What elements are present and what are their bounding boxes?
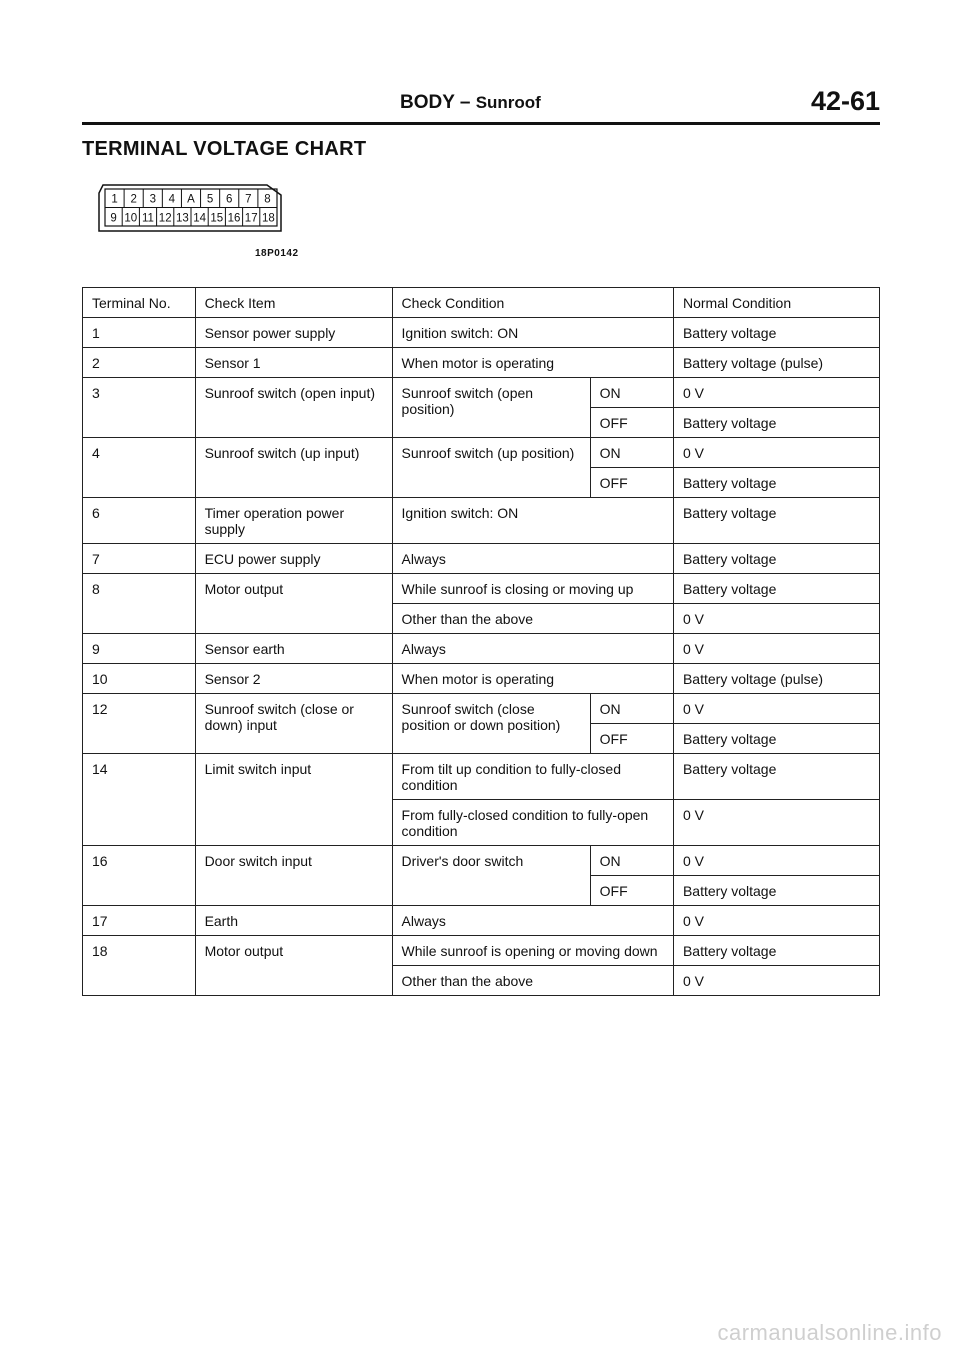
table-row bbox=[83, 378, 880, 408]
table-row bbox=[83, 438, 880, 468]
terminal-no: 4 bbox=[83, 438, 196, 498]
pin-label: 1 bbox=[111, 193, 118, 206]
column-header: Check Item bbox=[195, 288, 392, 318]
pin-label: 6 bbox=[226, 193, 233, 206]
check-item: Motor output bbox=[195, 936, 392, 996]
pin-label: 11 bbox=[142, 212, 154, 225]
pin-label: 18 bbox=[262, 212, 275, 225]
column-header: Normal Condition bbox=[673, 288, 879, 318]
check-condition: Always bbox=[392, 544, 673, 574]
pin-label: 8 bbox=[264, 193, 271, 206]
table-row bbox=[83, 906, 880, 936]
pin-label: 15 bbox=[210, 212, 224, 225]
normal-condition: 0 V bbox=[673, 634, 879, 664]
table-row bbox=[83, 544, 880, 574]
terminal-voltage-table bbox=[82, 287, 880, 996]
terminal-no: 9 bbox=[83, 634, 196, 664]
pin-label: 16 bbox=[227, 212, 241, 225]
check-item: Sensor power supply bbox=[195, 318, 392, 348]
check-condition: Always bbox=[392, 634, 673, 664]
table-row bbox=[83, 936, 880, 966]
check-item: Timer operation power supply bbox=[195, 498, 392, 544]
check-condition: Ignition switch: ON bbox=[392, 498, 673, 544]
pin-label: 3 bbox=[149, 193, 156, 206]
normal-condition: Battery voltage bbox=[673, 468, 879, 498]
normal-condition: 0 V bbox=[673, 604, 879, 634]
pin-label: 7 bbox=[245, 193, 252, 206]
normal-condition: Battery voltage (pulse) bbox=[673, 664, 879, 694]
normal-condition: Battery voltage bbox=[673, 544, 879, 574]
check-item: ECU power supply bbox=[195, 544, 392, 574]
check-condition: Sunroof switch (close position or down position) bbox=[392, 694, 590, 754]
terminal-no: 16 bbox=[83, 846, 196, 906]
switch-state: OFF bbox=[590, 876, 673, 906]
check-item: Door switch input bbox=[195, 846, 392, 906]
table-row bbox=[83, 846, 880, 876]
check-item: Sunroof switch (close or down) input bbox=[195, 694, 392, 754]
table-row bbox=[83, 754, 880, 800]
check-condition: Driver's door switch bbox=[392, 846, 590, 906]
switch-state: ON bbox=[590, 438, 673, 468]
check-item: Sensor 1 bbox=[195, 348, 392, 378]
pin-label: 17 bbox=[244, 212, 258, 225]
section-name: BODY – bbox=[400, 92, 476, 113]
table-row bbox=[83, 348, 880, 378]
check-item: Sunroof switch (open input) bbox=[195, 378, 392, 438]
terminal-no: 6 bbox=[83, 498, 196, 544]
pin-label: 13 bbox=[176, 212, 189, 225]
normal-condition: Battery voltage (pulse) bbox=[673, 348, 879, 378]
pin-label: 9 bbox=[110, 212, 117, 225]
switch-state: OFF bbox=[590, 724, 673, 754]
table-row bbox=[83, 694, 880, 724]
watermark: carmanualsonline.info bbox=[717, 1320, 942, 1345]
normal-condition: 0 V bbox=[673, 800, 879, 846]
terminal-no: 1 bbox=[83, 318, 196, 348]
normal-condition: 0 V bbox=[673, 966, 879, 996]
terminal-no: 18 bbox=[83, 936, 196, 996]
switch-state: OFF bbox=[590, 408, 673, 438]
switch-state: ON bbox=[590, 694, 673, 724]
pin-label: A bbox=[187, 193, 195, 206]
check-item: Sunroof switch (up input) bbox=[195, 438, 392, 498]
normal-condition: Battery voltage bbox=[673, 754, 879, 800]
switch-state: OFF bbox=[590, 468, 673, 498]
normal-condition: 0 V bbox=[673, 378, 879, 408]
check-item: Limit switch input bbox=[195, 754, 392, 846]
normal-condition: 0 V bbox=[673, 694, 879, 724]
terminal-no: 10 bbox=[83, 664, 196, 694]
terminal-no: 8 bbox=[83, 574, 196, 634]
check-item: Motor output bbox=[195, 574, 392, 634]
table-row bbox=[83, 664, 880, 694]
subsection-name: Sunroof bbox=[475, 93, 541, 112]
switch-state: ON bbox=[590, 846, 673, 876]
check-condition: When motor is operating bbox=[392, 664, 673, 694]
check-condition: While sunroof is closing or moving up bbox=[392, 574, 673, 604]
table-row bbox=[83, 498, 880, 544]
normal-condition: Battery voltage bbox=[673, 498, 879, 544]
normal-condition: Battery voltage bbox=[673, 408, 879, 438]
pin-label: 12 bbox=[158, 212, 172, 225]
check-condition: Other than the above bbox=[392, 966, 673, 996]
pin-label: 14 bbox=[193, 212, 206, 225]
connector-diagram bbox=[97, 183, 283, 235]
table-row bbox=[83, 574, 880, 604]
check-condition: When motor is operating bbox=[392, 348, 673, 378]
terminal-no: 3 bbox=[83, 378, 196, 438]
normal-condition: 0 V bbox=[673, 846, 879, 876]
check-condition: From tilt up condition to fully-closed condition bbox=[392, 754, 673, 800]
terminal-no: 12 bbox=[83, 694, 196, 754]
pin-label: 2 bbox=[130, 193, 137, 206]
check-condition: Always bbox=[392, 906, 673, 936]
column-header: Terminal No. bbox=[83, 288, 196, 318]
terminal-no: 7 bbox=[83, 544, 196, 574]
pin-label: 10 bbox=[124, 212, 138, 225]
check-condition: While sunroof is opening or moving down bbox=[392, 936, 673, 966]
page-number: 42-61 bbox=[810, 86, 880, 116]
switch-state: ON bbox=[590, 378, 673, 408]
normal-condition: Battery voltage bbox=[673, 724, 879, 754]
check-item: Sensor earth bbox=[195, 634, 392, 664]
normal-condition: Battery voltage bbox=[673, 936, 879, 966]
page-header bbox=[82, 86, 880, 125]
column-header: Check Condition bbox=[392, 288, 673, 318]
check-item: Earth bbox=[195, 906, 392, 936]
check-item: Sensor 2 bbox=[195, 664, 392, 694]
check-condition: From fully-closed condition to fully-open condition bbox=[392, 800, 673, 846]
check-condition: Sunroof switch (open position) bbox=[392, 378, 590, 438]
page-title: TERMINAL VOLTAGE CHART bbox=[82, 138, 367, 160]
pin-label: 4 bbox=[168, 193, 176, 206]
section-title bbox=[400, 92, 541, 114]
pin-label: 5 bbox=[206, 193, 214, 206]
table-row bbox=[83, 318, 880, 348]
normal-condition: Battery voltage bbox=[673, 876, 879, 906]
normal-condition: Battery voltage bbox=[673, 318, 879, 348]
table-row bbox=[83, 634, 880, 664]
terminal-no: 17 bbox=[83, 906, 196, 936]
figure-id: 18P0142 bbox=[255, 248, 299, 259]
terminal-no: 2 bbox=[83, 348, 196, 378]
check-condition: Other than the above bbox=[392, 604, 673, 634]
check-condition: Sunroof switch (up position) bbox=[392, 438, 590, 498]
terminal-no: 14 bbox=[83, 754, 196, 846]
table-header-row bbox=[83, 288, 880, 318]
normal-condition: 0 V bbox=[673, 906, 879, 936]
normal-condition: Battery voltage bbox=[673, 574, 879, 604]
normal-condition: 0 V bbox=[673, 438, 879, 468]
check-condition: Ignition switch: ON bbox=[392, 318, 673, 348]
